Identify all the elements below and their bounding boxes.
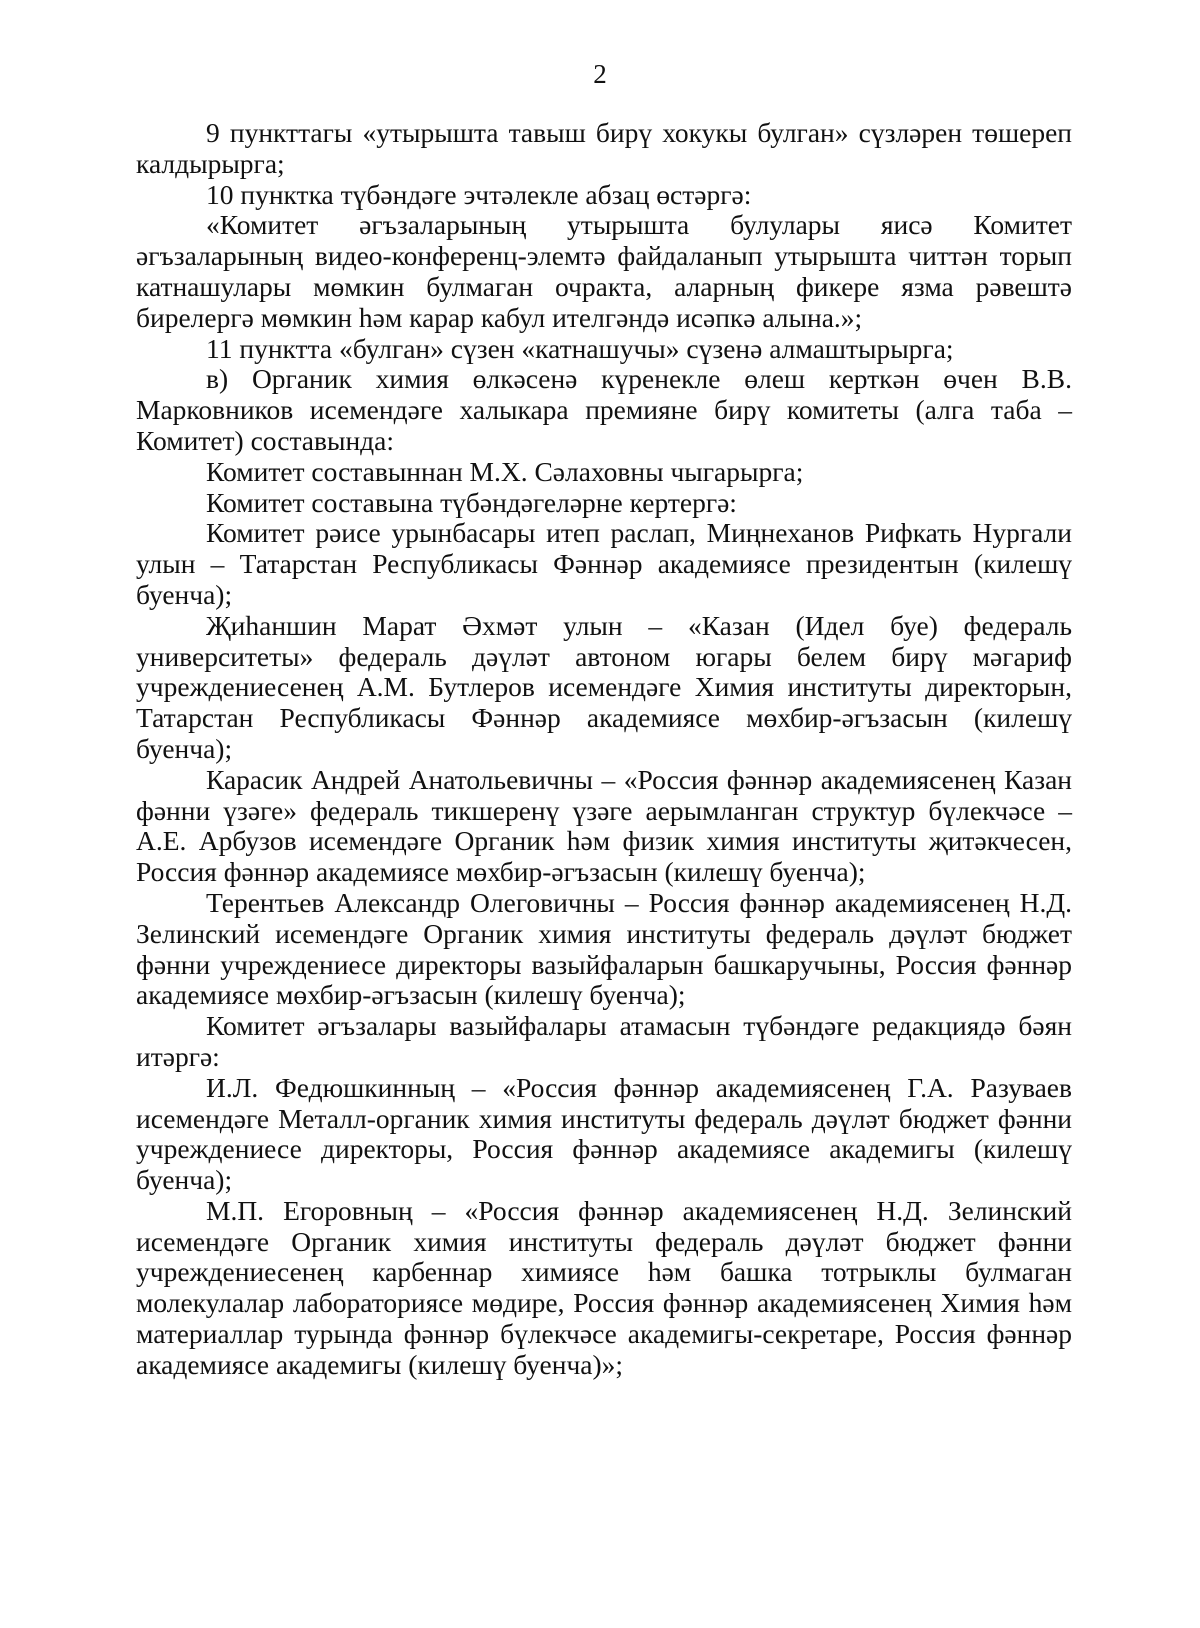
- paragraph: Комитет рәисе урынбасары итеп раслап, Миңнеханов Рифкать Нургали улын – Татарстан Республикасы Фәннәр академиясе президентын (килешү буенча);: [136, 517, 1072, 610]
- paragraph: в) Органик химия өлкәсенә күренекле өлеш керткән өчен В.В. Марковников исемендәге халыкара премияне бирү комитеты (алга таба – Комитет) составында:: [136, 363, 1072, 456]
- paragraph: Комитет составыннан М.Х. Сәлаховны чыгарырга;: [206, 455, 804, 487]
- paragraph: Терентьев Александр Олеговичны – Россия фәннәр академиясенең Н.Д. Зелинский исемендәге Органик химия институты федераль дәүләт бюджет фәнни учреждениесе директоры вазыйфаларын башкаручыны, Россия фәннәр академиясе мөхбир-әгъзасын (килешү буенча);: [136, 886, 1072, 1011]
- document-body: [136, 118, 1072, 1381]
- paragraph: Комитет әгъзалары вазыйфалары атамасын түбәндәге редакциядә бәян итәргә:: [136, 1010, 1072, 1072]
- paragraph: Комитет составына түбәндәгеләрне кертергә:: [206, 486, 737, 518]
- paragraph: «Комитет әгъзаларының утырышта булулары яисә Комитет әгъзаларының видео-конференц-элемтә файдаланып утырышта читтән торып катнашулары мөмкин булмаган очракта, аларның фикере язма рәвештә бирелергә мөмкин һәм карар кабул ителгәндә исәпкә алына.»;: [136, 209, 1072, 333]
- paragraph: Карасик Андрей Анатольевичны – «Россия фәннәр академиясенең Казан фәнни үзәге» федераль тикшеренү үзәге аерымланган структур бүлекчәсе – А.Е. Арбузов исемендәге Органик һәм физик химия институты җитәкчесен, Россия фәннәр академиясе мөхбир-әгъзасын (килешү буенча);: [136, 763, 1072, 888]
- paragraph: 10 пунктка түбәндәге эчтәлекле абзац өстәргә:: [206, 178, 752, 210]
- paragraph: 11 пунктта «булган» сүзен «катнашучы» сүзенә алмаштырырга;: [206, 332, 954, 364]
- paragraph: М.П. Егоровның – «Россия фәннәр академиясенең Н.Д. Зелинский исемендәге Органик химия институты федераль дәүләт бюджет фәнни учреждениесенең карбеннар химиясе һәм башка тотрыклы булмаган молекулалар лабораториясе мөдире, Россия фәннәр академиясенең Химия һәм материаллар турында фәннәр бүлекчәсе академигы-секретаре, Россия фәннәр академиясе академигы (килешү буенча)»;: [136, 1194, 1072, 1380]
- page-number: 2: [593, 59, 607, 89]
- paragraph: И.Л. Федюшкинның – «Россия фәннәр академиясенең Г.А. Разуваев исемендәге Металл-органик химия институты федераль дәүләт бюджет фәнни учреждениесе директоры, Россия фәннәр академиясе академигы (килешү буенча);: [136, 1071, 1072, 1196]
- paragraph: Җиһаншин Марат Әхмәт улын – «Казан (Идел буе) федераль университеты» федераль дәүләт автоном югары белем бирү мәгариф учреждениесенең А.М. Бутлеров исемендәге Химия институты директорын, Татарстан Республикасы Фәннәр академиясе мөхбир-әгъзасын (килешү буенча);: [136, 609, 1072, 764]
- paragraph: 9 пункттагы «утырышта тавыш бирү хокукы булган» сүзләрен төшереп калдырырга;: [136, 117, 1072, 179]
